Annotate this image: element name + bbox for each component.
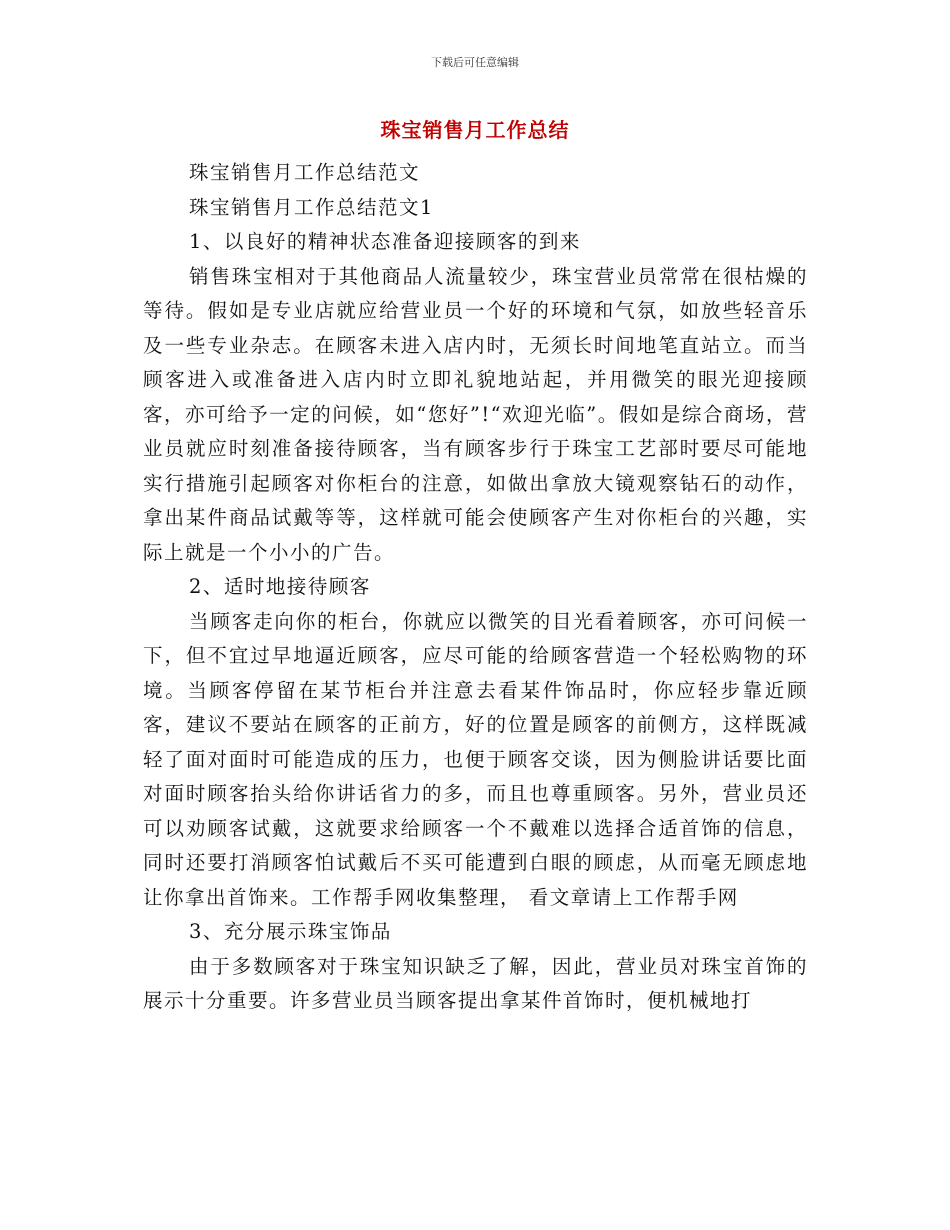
paragraph-subtitle: 珠宝销售月工作总结范文 — [189, 161, 421, 184]
section-heading-1: 1、以良好的精神状态准备迎接顾客的到来 — [189, 230, 581, 253]
paragraph: 销售珠宝相对于其他商品人流量较少，珠宝营业员常常在很枯燥的等待。假如是专业店就应给营业员一个好的环境和气氛，如放些轻音乐及一些专业杂志。在顾客未进入店内时，无须长时间地笔直站立。而当顾客进入或准备进入店内时立即礼貌地站起，并用微笑的眼光迎接顾客，亦可给予一定的问候，如“您好”!“欢迎光临”。假如是综合商场，营业员就应时刻准备接待顾客，当有顾客步行于珠宝工艺部时要尽可能地实行措施引起顾客对你柜台的注意，如做出拿放大镜观察钻石的动作，拿出某件商品试戴等等，这样就可能会使顾客产生对你柜台的兴趣，实际上就是一个小小的广告。 — [143, 264, 808, 564]
section-heading-3: 3、充分展示珠宝饰品 — [189, 920, 392, 943]
paragraph-subtitle-1: 珠宝销售月工作总结范文1 — [189, 195, 434, 219]
document-body — [143, 156, 808, 1019]
paragraph: 由于多数顾客对于珠宝知识缺乏了解，因此，营业员对珠宝首饰的展示十分重要。许多营业员当顾客提出拿某件首饰时，便机械地打 — [143, 954, 808, 1012]
document-title: 珠宝销售月工作总结 — [380, 118, 570, 142]
paragraph: 当顾客走向你的柜台，你就应以微笑的目光看着顾客，亦可问候一下，但不宜过早地逼近顾客，应尽可能的给顾客营造一个轻松购物的环境。当顾客停留在某节柜台并注意去看某件饰品时，你应轻步靠近顾客，建议不要站在顾客的正前方，好的位置是顾客的前侧方，这样既减轻了面对面时可能造成的压力，也便于顾客交谈，因为侧脸讲话要比面对面时顾客抬头给你讲话省力的多，而且也尊重顾客。另外，营业员还可以劝顾客试戴，这就要求给顾客一个不戴难以选择合适首饰的信息，同时还要打消顾客怕试戴后不买可能遭到白眼的顾虑，从而毫无顾虑地让你拿出首饰来。工作帮手网收集整理， 看文章请上工作帮手网 — [143, 609, 808, 909]
section-heading-2: 2、适时地接待顾客 — [189, 575, 371, 598]
page-header-note: 下载后可任意编辑 — [431, 56, 519, 69]
